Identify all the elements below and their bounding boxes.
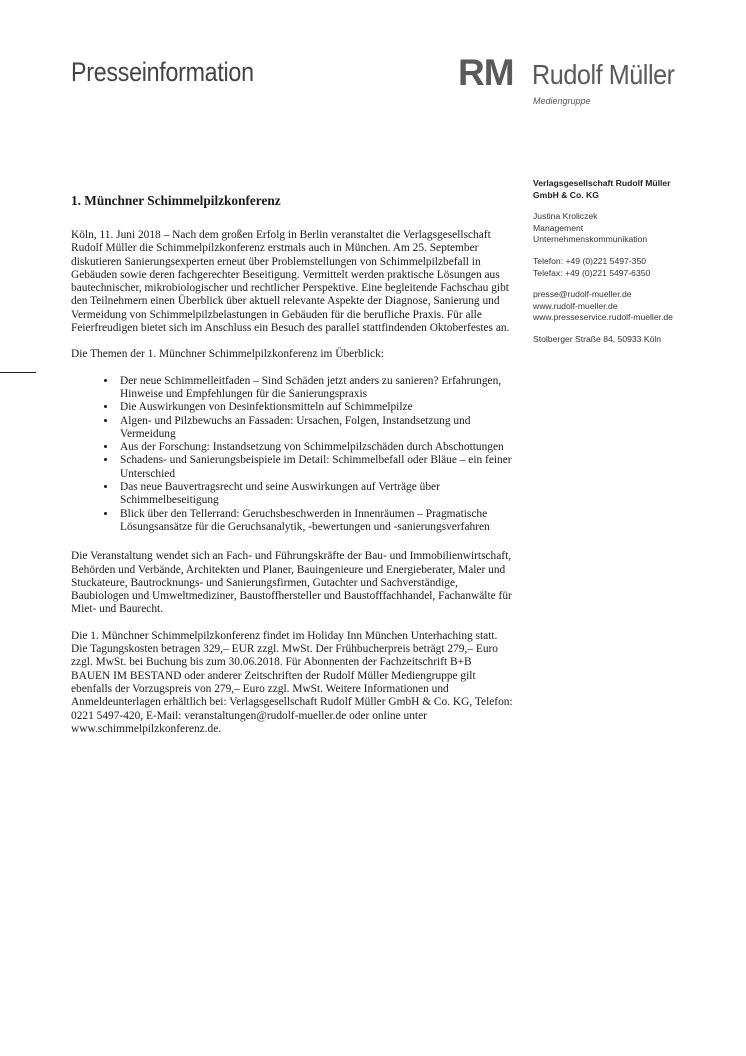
page-title: Presseinformation	[71, 57, 254, 87]
publisher-name	[533, 178, 733, 201]
publisher-line: GmbH & Co. KG	[533, 189, 599, 200]
list-item: • Schadens- und Sanierungsbeispiele im Detail: Schimmelbefall oder Bläue – ein feiner Unterschied	[117, 454, 513, 481]
article-headline: 1. Münchner Schimmelpilzkonferenz	[71, 193, 281, 208]
list-item: • Blick über den Tellerrand: Geruchsbeschwerden in Innenräumen – Pragmatische Lösungsansätze für die Geruchsanalytik, -bewertungen und -sanierungsverfahren	[117, 508, 513, 535]
topics-intro: Die Themen der 1. Münchner Schimmelpilzkonferenz im Überblick:	[71, 348, 384, 361]
fold-mark-divider	[0, 372, 36, 373]
email-link[interactable]: presse@rudolf-mueller.de	[533, 289, 632, 300]
list-item: • Die Auswirkungen von Desinfektionsmitteln auf Schimmelpilze	[117, 401, 513, 414]
article-body	[71, 193, 513, 749]
website-link[interactable]: www.rudolf-mueller.de	[533, 300, 618, 311]
logo-mark: RM	[458, 52, 514, 93]
postal-address: Stolberger Straße 84, 50933 Köln	[533, 333, 662, 344]
contact-person	[533, 211, 733, 246]
contact-sidebar	[533, 178, 733, 356]
audience-paragraph: Die Veranstaltung wendet sich an Fach- und Führungskräfte der Bau- und Immobilienwirtschaft, Behörden und Verbände, Architekten und Planer, Bauingenieure und Energieberater, Maler und Stuckateure, Bautrocknungs- und Sanierungsfirmen, Gutachter und Sachverständige, Baubiologen und Umweltmediziner, Baustoffhersteller und Baustofffachhandel, Fachanwälte für Miet- und Baurecht.	[71, 550, 512, 616]
logo-name: Rudolf Müller	[532, 59, 675, 90]
logo-subtitle: Mediengruppe	[533, 96, 591, 106]
contact-name: Justina Kroliczek	[533, 211, 598, 222]
fax-number: Telefax: +49 (0)221 5497-6350	[533, 267, 651, 278]
presseservice-link[interactable]: www.presseservice.rudolf-mueller.de	[533, 312, 673, 323]
contact-department: Unternehmenskommunikation	[533, 234, 648, 245]
list-item: • Das neue Bauvertragsrecht und seine Auswirkungen auf Verträge über Schimmelbeseitigung	[117, 481, 513, 508]
details-paragraph: Die 1. Münchner Schimmelpilzkonferenz findet im Holiday Inn München Unterhaching statt. Die Tagungskosten betragen 329,– EUR zzgl. MwSt. Der Frühbucherpreis beträgt 279,– Euro zzgl. MwSt. bei Buchung bis zum 30.06.2018. Für Abonnenten der Fachzeitschrift B+B BAUEN IM BESTAND oder anderer Zeitschriften der Rudolf Müller Mediengruppe gilt ebenfalls der Vorzugspreis von 279,– Euro zzgl. MwSt. Weitere Informationen und Anmeldeunterlagen erhältlich bei: Verlagsgesellschaft Rudolf Müller GmbH & Co. KG, Telefon: 0221 5497-420, E-Mail: veranstaltungen@rudolf-mueller.de oder online unter www.schimmelpilzkonferenz.de.	[71, 629, 513, 735]
list-item: • Algen- und Pilzbewuchs an Fassaden: Ursachen, Folgen, Instandsetzung und Vermeidung	[117, 415, 513, 442]
publisher-line: Verlagsgesellschaft Rudolf Müller	[533, 178, 671, 188]
list-item: • Der neue Schimmelleitfaden – Sind Schäden jetzt anders zu sanieren? Erfahrungen, Hinweise und Empfehlungen für die Sanierungspraxis	[117, 375, 513, 402]
company-logo	[458, 52, 718, 112]
phone-number: Telefon: +49 (0)221 5497-350	[533, 255, 646, 266]
topics-list	[71, 375, 513, 535]
list-item: • Aus der Forschung: Instandsetzung von Schimmelpilzschäden durch Abschottungen	[117, 441, 513, 454]
web-block	[533, 289, 733, 324]
intro-paragraph: Köln, 11. Juni 2018 – Nach dem großen Erfolg in Berlin veranstaltet die Verlagsgesellschaft Rudolf Müller die Schimmelpilzkonferenz erstmals auch in München. Am 25. September diskutieren Sanierungsexperten erneut über Problemstellungen von Schimmelpilzbefall in Gebäuden sowie deren fachgerechter Beseitigung. Vermittelt werden praktische Lösungen aus bautechnischer, mikrobiologischer und rechtlicher Perspektive. Eine begleitende Fachschau gibt den Teilnehmern einen Überblick über aktuell relevante Aspekte der Diagnose, Sanierung und Vermeidung von Schimmelpilzbelastungen in Gebäuden für die berufliche Praxis. Für alle Feierfreudigen bietet sich im Anschluss ein Besuch des parallel stattfindenden Oktoberfestes an.	[71, 229, 510, 335]
phone-block	[533, 256, 733, 279]
contact-role: Management	[533, 222, 584, 233]
